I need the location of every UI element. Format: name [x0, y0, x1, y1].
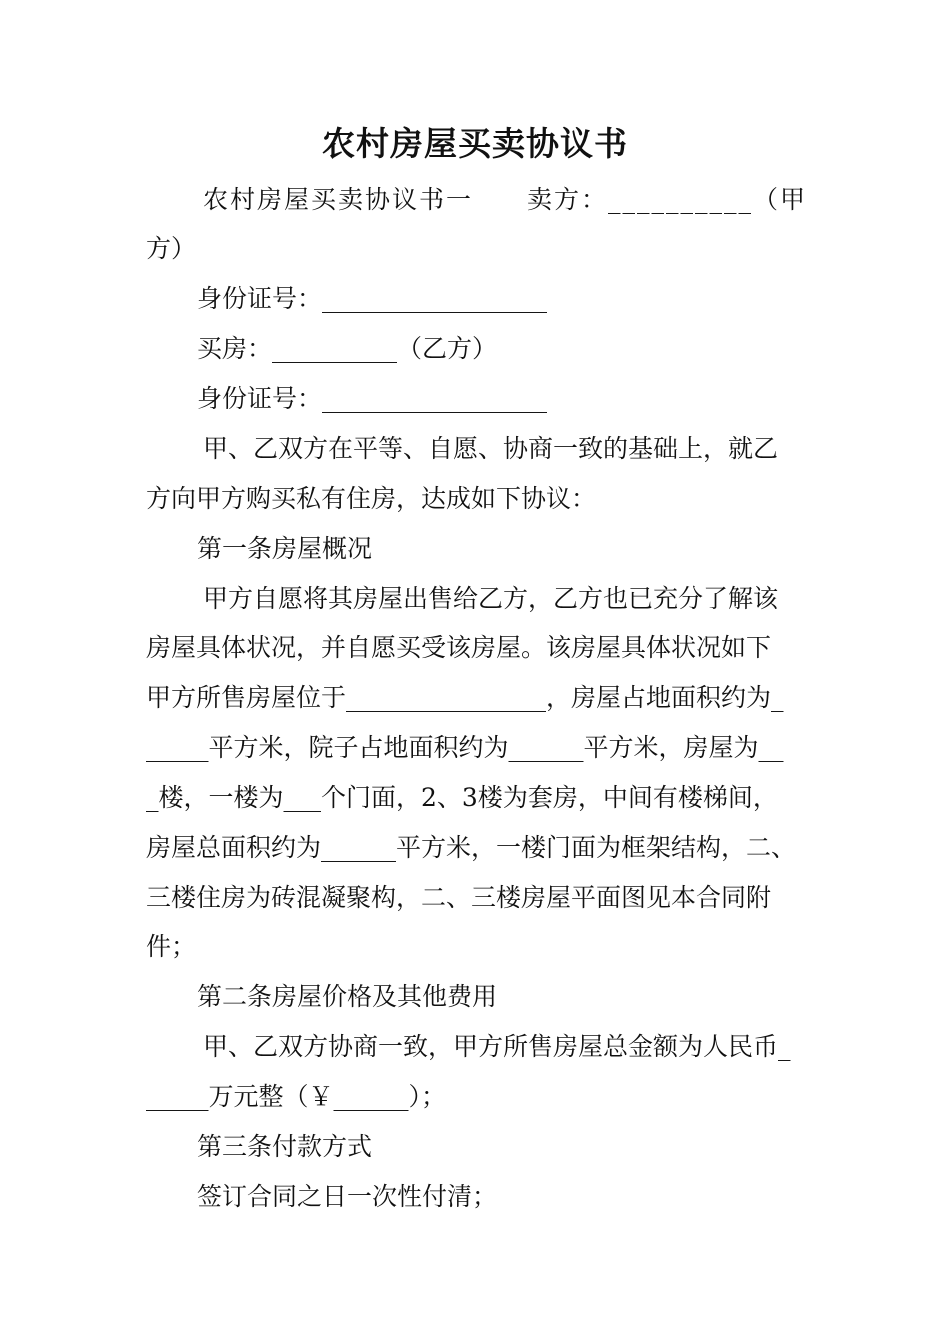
article-text-line: 房屋总面积约为______平方米，一楼门面为框架结构，二、: [146, 833, 797, 862]
article-text-line: _____万元整（￥______）；: [146, 1082, 447, 1111]
seller-line-continued: 方）: [146, 234, 197, 263]
article-heading: 第一条房屋概况: [197, 534, 373, 563]
article-text-line: _楼，一楼为___个门面，2、3楼为套房，中间有楼梯间，: [146, 783, 778, 812]
article-text-line: 甲方自愿将其房屋出售给乙方，乙方也已充分了解该: [203, 584, 779, 613]
article-heading: 第二条房屋价格及其他费用: [197, 982, 498, 1011]
buyer-line: 买房：__________（乙方）: [197, 334, 498, 363]
article-text-line: 甲、乙双方协商一致，甲方所售房屋总金额为人民币_: [203, 1032, 791, 1061]
article-text-line: 甲方所售房屋位于________________，房屋占地面积约为_: [146, 683, 784, 712]
preamble-line: 甲、乙双方在平等、自愿、协商一致的基础上，就乙: [203, 434, 779, 463]
article-text-line: 房屋具体状况，并自愿买受该房屋。该房屋具体状况如下: [146, 633, 772, 662]
article-text-line: 签订合同之日一次性付清；: [197, 1182, 498, 1211]
document-title: 农村房屋买卖协议书: [322, 124, 628, 163]
buyer-id-line: 身份证号：__________________: [197, 384, 548, 413]
article-text-line: 三楼住房为砖混凝聚构，二、三楼房屋平面图见本合同附: [146, 883, 772, 912]
article-text-line: 件；: [146, 932, 197, 961]
article-heading: 第三条付款方式: [197, 1132, 373, 1161]
seller-id-line: 身份证号：__________________: [197, 284, 548, 313]
article-text-line: _____平方米，院子占地面积约为______平方米，房屋为__: [146, 733, 784, 762]
seller-line: 农村房屋买卖协议书一 卖方：__________（甲: [203, 185, 808, 214]
preamble-line: 方向甲方购买私有住房，达成如下协议：: [146, 484, 597, 513]
